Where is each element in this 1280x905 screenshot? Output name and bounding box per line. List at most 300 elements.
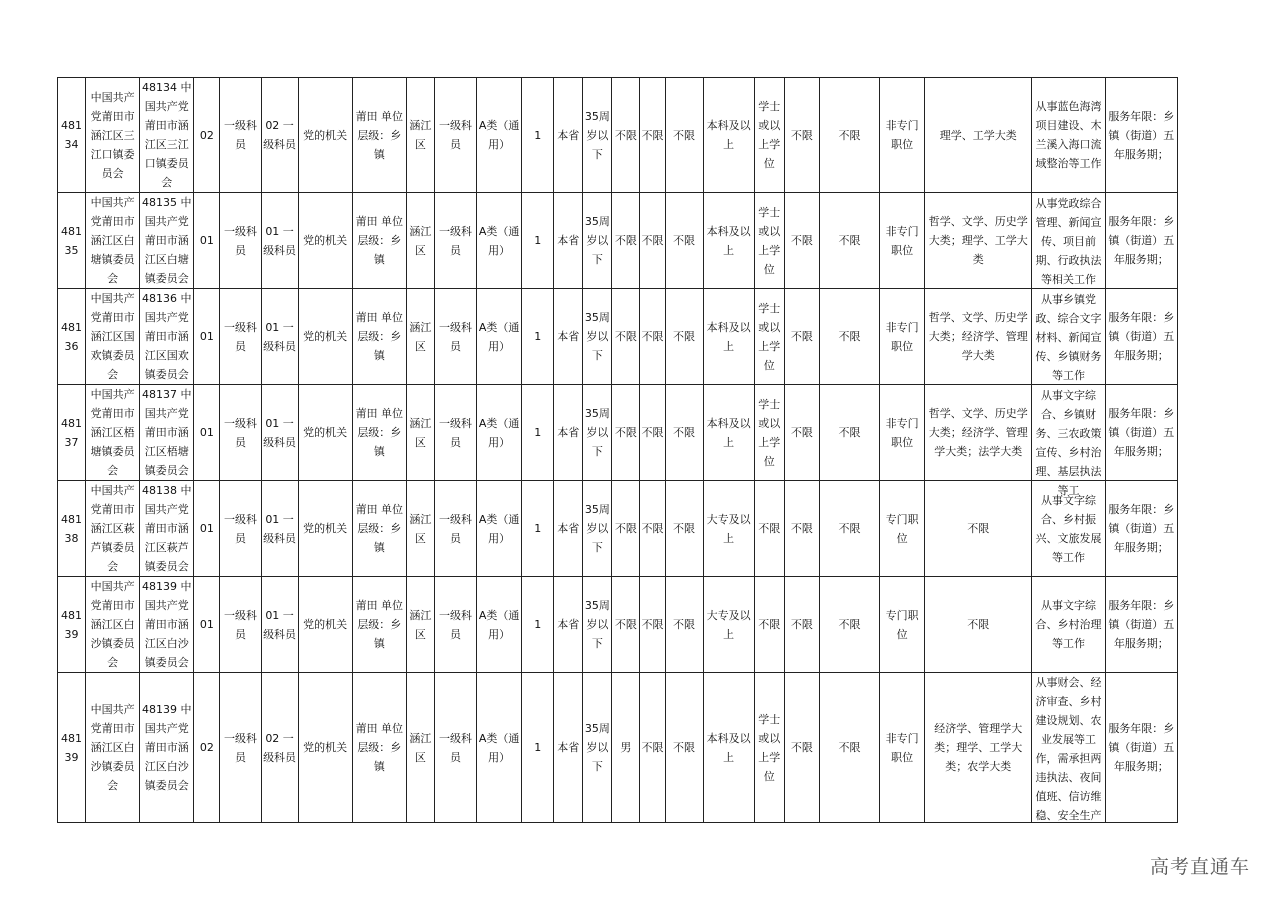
rank-cell bbox=[434, 577, 476, 673]
remarks-cell bbox=[1105, 289, 1177, 385]
graduate-requirement-text: 不限 bbox=[790, 741, 813, 754]
unit-level-text: 莆田 单位层级：乡镇 bbox=[355, 311, 404, 362]
remarks-text: 服务年限：乡镇（街道）五年服务期； bbox=[1108, 311, 1175, 362]
degree-requirement-cell bbox=[754, 673, 784, 823]
remarks-cell bbox=[1105, 673, 1177, 823]
position-code-text: 48135 bbox=[61, 224, 83, 257]
district-text: 涵江区 bbox=[409, 608, 432, 641]
position-number-text: 01 bbox=[199, 330, 214, 343]
position-number-cell bbox=[194, 78, 220, 193]
duties-cell bbox=[1032, 481, 1105, 577]
education-requirement-text: 本科及以上 bbox=[706, 320, 751, 353]
position-type-cell bbox=[880, 481, 925, 577]
position-name-text: 一级科员 bbox=[223, 320, 257, 353]
position-number-cell bbox=[194, 385, 220, 481]
position-number-cell bbox=[194, 193, 220, 289]
district-cell bbox=[406, 193, 434, 289]
political-status-cell bbox=[665, 193, 703, 289]
education-requirement-text: 大专及以上 bbox=[706, 608, 751, 641]
ethnic-requirement-text: 不限 bbox=[641, 741, 664, 754]
remarks-text: 服务年限：乡镇（街道）五年服务期； bbox=[1108, 215, 1175, 266]
duties-cell bbox=[1032, 193, 1105, 289]
gender-requirement-cell bbox=[612, 673, 640, 823]
position-number-text: 01 bbox=[199, 618, 214, 631]
degree-requirement-cell bbox=[754, 193, 784, 289]
recruiting-unit-text: 中国共产党莆田市涵江区白沙镇委员会 bbox=[90, 703, 135, 792]
table-row bbox=[58, 385, 1178, 481]
remarks-cell bbox=[1105, 78, 1177, 193]
recruit-count-cell bbox=[522, 78, 554, 193]
graduate-requirement-text: 不限 bbox=[790, 234, 813, 247]
experience-requirement-text: 不限 bbox=[838, 128, 861, 142]
education-requirement-cell bbox=[703, 673, 754, 823]
position-name-cell bbox=[220, 481, 261, 577]
position-name-cell bbox=[220, 289, 261, 385]
exam-category-text: A类（通用） bbox=[478, 119, 520, 151]
position-name-text: 一级科员 bbox=[223, 731, 257, 764]
department-name-cell bbox=[140, 289, 194, 385]
unit-level-cell bbox=[352, 673, 406, 823]
position-name-text: 一级科员 bbox=[223, 608, 257, 641]
major-requirement-cell bbox=[925, 481, 1032, 577]
ethnic-requirement-text: 不限 bbox=[641, 426, 664, 439]
position-number-text: 01 bbox=[199, 522, 214, 535]
position-grade-cell bbox=[261, 193, 298, 289]
remarks-cell bbox=[1105, 193, 1177, 289]
position-code-cell bbox=[58, 193, 86, 289]
unit-level-text: 莆田 单位层级：乡镇 bbox=[355, 215, 404, 266]
rank-text: 一级科员 bbox=[439, 119, 472, 151]
duties-text: 从事财会、经济审查、乡村建设规划、农业发展等工作，需承担两违执法、夜间值班、信访维稳、安全生产 bbox=[1035, 676, 1102, 822]
recruiting-unit-cell bbox=[86, 193, 140, 289]
position-number-text: 02 bbox=[199, 128, 214, 142]
unit-nature-text: 党的机关 bbox=[303, 522, 348, 535]
recruit-count-text: 1 bbox=[534, 522, 542, 535]
education-requirement-text: 大专及以上 bbox=[706, 512, 751, 545]
position-grade-cell bbox=[261, 78, 298, 193]
district-cell bbox=[406, 78, 434, 193]
age-requirement-cell bbox=[583, 193, 612, 289]
unit-nature-cell bbox=[298, 673, 352, 823]
major-requirement-text: 不限 bbox=[967, 618, 990, 631]
remarks-text: 服务年限：乡镇（街道）五年服务期； bbox=[1108, 503, 1175, 554]
graduate-requirement-text: 不限 bbox=[790, 330, 813, 343]
position-name-cell bbox=[220, 193, 261, 289]
recruit-count-cell bbox=[522, 385, 554, 481]
political-status-cell bbox=[665, 673, 703, 823]
gender-requirement-cell bbox=[612, 481, 640, 577]
experience-requirement-text: 不限 bbox=[838, 741, 861, 754]
gender-requirement-cell bbox=[612, 385, 640, 481]
education-requirement-text: 本科及以上 bbox=[706, 119, 751, 151]
graduate-requirement-cell bbox=[784, 673, 819, 823]
position-name-text: 一级科员 bbox=[223, 119, 257, 151]
ethnic-requirement-cell bbox=[640, 577, 665, 673]
department-name-text: 48137 中国共产党莆田市涵江区梧塘镇委员会 bbox=[142, 388, 192, 477]
exam-category-text: A类（通用） bbox=[478, 608, 520, 641]
position-name-cell bbox=[220, 78, 261, 193]
position-grade-text: 01 一级科员 bbox=[263, 512, 297, 545]
position-type-cell bbox=[880, 385, 925, 481]
duties-cell bbox=[1032, 673, 1105, 823]
position-code-text: 48137 bbox=[61, 416, 83, 449]
table-row bbox=[58, 673, 1178, 823]
education-requirement-text: 本科及以上 bbox=[706, 731, 751, 764]
ethnic-requirement-text: 不限 bbox=[641, 330, 664, 343]
position-type-text: 非专门职位 bbox=[885, 119, 919, 151]
unit-level-cell bbox=[352, 577, 406, 673]
political-status-text: 不限 bbox=[673, 426, 696, 439]
political-status-cell bbox=[665, 289, 703, 385]
recruit-count-text: 1 bbox=[534, 330, 542, 343]
department-name-cell bbox=[140, 577, 194, 673]
degree-requirement-cell bbox=[754, 78, 784, 193]
exam-category-cell bbox=[477, 385, 522, 481]
political-status-text: 不限 bbox=[673, 128, 696, 142]
education-requirement-cell bbox=[703, 577, 754, 673]
education-requirement-text: 本科及以上 bbox=[706, 416, 751, 449]
household-requirement-cell bbox=[554, 481, 583, 577]
rank-cell bbox=[434, 385, 476, 481]
department-name-cell bbox=[140, 78, 194, 193]
district-text: 涵江区 bbox=[409, 512, 432, 545]
position-type-text: 非专门职位 bbox=[885, 731, 919, 764]
position-grade-cell bbox=[261, 385, 298, 481]
education-requirement-cell bbox=[703, 481, 754, 577]
experience-requirement-cell bbox=[819, 289, 879, 385]
graduate-requirement-cell bbox=[784, 385, 819, 481]
table-row bbox=[58, 577, 1178, 673]
age-requirement-cell bbox=[583, 577, 612, 673]
recruit-count-text: 1 bbox=[534, 426, 542, 439]
position-code-cell bbox=[58, 78, 86, 193]
graduate-requirement-text: 不限 bbox=[790, 128, 813, 142]
degree-requirement-text: 学士或以上学位 bbox=[758, 397, 781, 468]
position-name-cell bbox=[220, 673, 261, 823]
unit-level-cell bbox=[352, 289, 406, 385]
position-code-cell bbox=[58, 289, 86, 385]
recruit-count-cell bbox=[522, 193, 554, 289]
position-number-cell bbox=[194, 481, 220, 577]
position-number-text: 02 bbox=[199, 741, 214, 754]
graduate-requirement-text: 不限 bbox=[790, 618, 813, 631]
gender-requirement-text: 不限 bbox=[614, 330, 637, 343]
ethnic-requirement-text: 不限 bbox=[641, 128, 664, 142]
table-row bbox=[58, 78, 1178, 193]
duties-text: 从事蓝色海湾项目建设、木兰溪入海口流域整治等工作 bbox=[1035, 100, 1102, 170]
recruit-count-cell bbox=[522, 577, 554, 673]
degree-requirement-text: 不限 bbox=[758, 618, 781, 631]
major-requirement-cell bbox=[925, 577, 1032, 673]
major-requirement-text: 哲学、文学、历史学大类；经济学、管理学大类 bbox=[928, 311, 1028, 362]
household-requirement-text: 本省 bbox=[557, 128, 580, 142]
age-requirement-text: 35周岁以下 bbox=[584, 215, 610, 266]
unit-level-text: 莆田 单位层级：乡镇 bbox=[355, 722, 404, 773]
experience-requirement-text: 不限 bbox=[838, 234, 861, 247]
political-status-cell bbox=[665, 78, 703, 193]
position-type-text: 非专门职位 bbox=[885, 416, 919, 449]
major-requirement-cell bbox=[925, 673, 1032, 823]
household-requirement-cell bbox=[554, 577, 583, 673]
recruiting-unit-text: 中国共产党莆田市涵江区梧塘镇委员会 bbox=[90, 388, 135, 477]
position-type-cell bbox=[880, 673, 925, 823]
experience-requirement-cell bbox=[819, 673, 879, 823]
position-number-cell bbox=[194, 289, 220, 385]
table-row bbox=[58, 193, 1178, 289]
department-name-cell bbox=[140, 193, 194, 289]
unit-nature-cell bbox=[298, 289, 352, 385]
education-requirement-text: 本科及以上 bbox=[706, 224, 751, 257]
experience-requirement-cell bbox=[819, 78, 879, 193]
position-grade-cell bbox=[261, 481, 298, 577]
unit-level-text: 莆田 单位层级：乡镇 bbox=[355, 109, 404, 161]
district-text: 涵江区 bbox=[409, 224, 432, 257]
district-text: 涵江区 bbox=[409, 416, 432, 449]
department-name-text: 48138 中国共产党莆田市涵江区萩芦镇委员会 bbox=[142, 484, 192, 573]
graduate-requirement-text: 不限 bbox=[790, 426, 813, 439]
ethnic-requirement-cell bbox=[640, 481, 665, 577]
household-requirement-text: 本省 bbox=[557, 618, 580, 631]
remarks-text: 服务年限：乡镇（街道）五年服务期； bbox=[1108, 599, 1175, 650]
position-name-text: 一级科员 bbox=[223, 512, 257, 545]
rank-text: 一级科员 bbox=[439, 416, 472, 449]
household-requirement-text: 本省 bbox=[557, 741, 580, 754]
recruit-count-text: 1 bbox=[534, 741, 542, 754]
experience-requirement-text: 不限 bbox=[838, 330, 861, 343]
major-requirement-text: 哲学、文学、历史学大类；经济学、管理学大类；法学大类 bbox=[928, 407, 1028, 458]
unit-nature-text: 党的机关 bbox=[303, 330, 348, 343]
unit-level-cell bbox=[352, 481, 406, 577]
rank-text: 一级科员 bbox=[439, 320, 472, 353]
recruiting-unit-cell bbox=[86, 289, 140, 385]
degree-requirement-text: 学士或以上学位 bbox=[758, 301, 781, 372]
job-positions-table bbox=[57, 77, 1178, 823]
recruiting-unit-text: 中国共产党莆田市涵江区国欢镇委员会 bbox=[90, 292, 135, 381]
rank-cell bbox=[434, 193, 476, 289]
major-requirement-text: 经济学、管理学大类；理学、工学大类；农学大类 bbox=[934, 722, 1023, 773]
graduate-requirement-text: 不限 bbox=[790, 522, 813, 535]
position-name-text: 一级科员 bbox=[223, 224, 257, 257]
recruiting-unit-text: 中国共产党莆田市涵江区白塘镇委员会 bbox=[90, 196, 135, 285]
gender-requirement-text: 不限 bbox=[614, 618, 637, 631]
ethnic-requirement-cell bbox=[640, 385, 665, 481]
unit-nature-cell bbox=[298, 193, 352, 289]
education-requirement-cell bbox=[703, 78, 754, 193]
unit-nature-text: 党的机关 bbox=[303, 234, 348, 247]
major-requirement-text: 理学、工学大类 bbox=[939, 128, 1017, 142]
department-name-text: 48139 中国共产党莆田市涵江区白沙镇委员会 bbox=[142, 703, 192, 792]
degree-requirement-text: 学士或以上学位 bbox=[758, 100, 781, 170]
unit-level-text: 莆田 单位层级：乡镇 bbox=[355, 407, 404, 458]
age-requirement-text: 35周岁以下 bbox=[584, 407, 610, 458]
duties-cell bbox=[1032, 385, 1105, 497]
position-number-text: 01 bbox=[199, 234, 214, 247]
position-number-text: 01 bbox=[199, 426, 214, 439]
unit-nature-text: 党的机关 bbox=[303, 618, 348, 631]
household-requirement-text: 本省 bbox=[557, 522, 580, 535]
graduate-requirement-cell bbox=[784, 193, 819, 289]
table-row bbox=[58, 481, 1178, 577]
education-requirement-cell bbox=[703, 289, 754, 385]
recruiting-unit-cell bbox=[86, 385, 140, 481]
department-name-cell bbox=[140, 385, 194, 481]
remarks-cell bbox=[1105, 577, 1177, 673]
position-code-cell bbox=[58, 673, 86, 823]
position-grade-text: 01 一级科员 bbox=[263, 416, 297, 449]
unit-nature-cell bbox=[298, 78, 352, 193]
major-requirement-cell bbox=[925, 78, 1032, 193]
duties-text: 从事乡镇党政、综合文字材料、新闻宣传、乡镇财务等工作 bbox=[1035, 292, 1102, 382]
position-grade-text: 01 一级科员 bbox=[263, 224, 297, 257]
department-name-cell bbox=[140, 673, 194, 823]
age-requirement-text: 35周岁以下 bbox=[584, 722, 610, 773]
position-code-cell bbox=[58, 385, 86, 481]
remarks-text: 服务年限：乡镇（街道）五年服务期； bbox=[1108, 109, 1175, 161]
district-text: 涵江区 bbox=[409, 320, 432, 353]
remarks-text: 服务年限：乡镇（街道）五年服务期； bbox=[1108, 407, 1175, 458]
position-number-cell bbox=[194, 673, 220, 823]
position-grade-cell bbox=[261, 673, 298, 823]
rank-text: 一级科员 bbox=[439, 224, 472, 257]
position-code-text: 48134 bbox=[61, 119, 83, 151]
gender-requirement-text: 不限 bbox=[614, 234, 637, 247]
position-type-cell bbox=[880, 78, 925, 193]
position-type-text: 非专门职位 bbox=[885, 224, 919, 257]
position-type-text: 专门职位 bbox=[885, 512, 919, 545]
position-type-cell bbox=[880, 193, 925, 289]
duties-cell bbox=[1032, 289, 1105, 385]
household-requirement-cell bbox=[554, 289, 583, 385]
exam-category-text: A类（通用） bbox=[478, 224, 520, 257]
experience-requirement-text: 不限 bbox=[838, 522, 861, 535]
department-name-text: 48136 中国共产党莆田市涵江区国欢镇委员会 bbox=[142, 292, 192, 381]
political-status-text: 不限 bbox=[673, 618, 696, 631]
age-requirement-text: 35周岁以下 bbox=[584, 311, 610, 362]
position-grade-text: 02 一级科员 bbox=[263, 731, 297, 764]
degree-requirement-cell bbox=[754, 289, 784, 385]
department-name-text: 48135 中国共产党莆田市涵江区白塘镇委员会 bbox=[142, 196, 192, 285]
recruit-count-cell bbox=[522, 481, 554, 577]
major-requirement-text: 哲学、文学、历史学大类；理学、工学大类 bbox=[928, 215, 1028, 266]
unit-level-cell bbox=[352, 385, 406, 481]
unit-level-text: 莆田 单位层级：乡镇 bbox=[355, 599, 404, 650]
graduate-requirement-cell bbox=[784, 78, 819, 193]
position-type-cell bbox=[880, 289, 925, 385]
ethnic-requirement-cell bbox=[640, 193, 665, 289]
recruiting-unit-cell bbox=[86, 673, 140, 823]
position-code-text: 48139 bbox=[61, 608, 83, 641]
position-type-text: 非专门职位 bbox=[885, 320, 919, 353]
recruiting-unit-text: 中国共产党莆田市涵江区萩芦镇委员会 bbox=[90, 484, 135, 573]
recruit-count-cell bbox=[522, 673, 554, 823]
gender-requirement-text: 不限 bbox=[614, 128, 637, 142]
household-requirement-text: 本省 bbox=[557, 234, 580, 247]
political-status-cell bbox=[665, 577, 703, 673]
department-name-cell bbox=[140, 481, 194, 577]
duties-text: 从事文字综合、乡镇财务、三农政策宣传、乡村治理、基层执法等工 bbox=[1035, 388, 1102, 497]
position-grade-cell bbox=[261, 289, 298, 385]
exam-category-cell bbox=[477, 481, 522, 577]
political-status-cell bbox=[665, 385, 703, 481]
duties-cell bbox=[1032, 577, 1105, 673]
rank-text: 一级科员 bbox=[439, 608, 472, 641]
district-cell bbox=[406, 289, 434, 385]
unit-level-cell bbox=[352, 78, 406, 193]
recruit-count-cell bbox=[522, 289, 554, 385]
age-requirement-cell bbox=[583, 289, 612, 385]
district-cell bbox=[406, 673, 434, 823]
duties-text: 从事党政综合管理、新闻宣传、项目前期、行政执法等相关工作 bbox=[1035, 196, 1102, 286]
household-requirement-cell bbox=[554, 78, 583, 193]
watermark: 高考直通车 bbox=[1149, 856, 1250, 878]
age-requirement-text: 35周岁以下 bbox=[584, 503, 610, 554]
duties-text: 从事文字综合、乡村振兴、文旅发展等工作 bbox=[1035, 493, 1102, 564]
position-code-cell bbox=[58, 481, 86, 577]
political-status-text: 不限 bbox=[673, 741, 696, 754]
recruiting-unit-cell bbox=[86, 481, 140, 577]
position-code-text: 48136 bbox=[61, 320, 83, 353]
gender-requirement-cell bbox=[612, 577, 640, 673]
rank-cell bbox=[434, 481, 476, 577]
recruit-count-text: 1 bbox=[534, 234, 542, 247]
ethnic-requirement-text: 不限 bbox=[641, 234, 664, 247]
gender-requirement-text: 男 bbox=[620, 741, 632, 754]
recruiting-unit-text: 中国共产党莆田市涵江区三江口镇委员会 bbox=[90, 90, 135, 180]
rank-cell bbox=[434, 289, 476, 385]
experience-requirement-text: 不限 bbox=[838, 426, 861, 439]
gender-requirement-cell bbox=[612, 289, 640, 385]
rank-text: 一级科员 bbox=[439, 512, 472, 545]
recruiting-unit-text: 中国共产党莆田市涵江区白沙镇委员会 bbox=[90, 580, 135, 669]
age-requirement-cell bbox=[583, 673, 612, 823]
district-text: 涵江区 bbox=[409, 119, 432, 151]
degree-requirement-text: 学士或以上学位 bbox=[758, 712, 781, 783]
experience-requirement-cell bbox=[819, 577, 879, 673]
major-requirement-cell bbox=[925, 289, 1032, 385]
major-requirement-cell bbox=[925, 193, 1032, 289]
degree-requirement-cell bbox=[754, 385, 784, 481]
degree-requirement-cell bbox=[754, 577, 784, 673]
household-requirement-cell bbox=[554, 673, 583, 823]
education-requirement-cell bbox=[703, 385, 754, 481]
department-name-text: 48134 中国共产党莆田市涵江区三江口镇委员会 bbox=[142, 81, 192, 189]
remarks-cell bbox=[1105, 385, 1177, 481]
unit-nature-cell bbox=[298, 481, 352, 577]
exam-category-text: A类（通用） bbox=[478, 512, 520, 545]
political-status-text: 不限 bbox=[673, 330, 696, 343]
age-requirement-cell bbox=[583, 481, 612, 577]
position-code-text: 48139 bbox=[61, 731, 83, 764]
position-name-cell bbox=[220, 577, 261, 673]
remarks-cell bbox=[1105, 481, 1177, 577]
district-cell bbox=[406, 385, 434, 481]
position-grade-text: 01 一级科员 bbox=[263, 320, 297, 353]
unit-nature-text: 党的机关 bbox=[303, 426, 348, 439]
unit-nature-text: 党的机关 bbox=[303, 128, 348, 142]
ethnic-requirement-cell bbox=[640, 289, 665, 385]
major-requirement-text: 不限 bbox=[967, 522, 990, 535]
graduate-requirement-cell bbox=[784, 481, 819, 577]
position-grade-cell bbox=[261, 577, 298, 673]
household-requirement-text: 本省 bbox=[557, 330, 580, 343]
ethnic-requirement-cell bbox=[640, 673, 665, 823]
household-requirement-cell bbox=[554, 385, 583, 481]
exam-category-cell bbox=[477, 193, 522, 289]
ethnic-requirement-text: 不限 bbox=[641, 522, 664, 535]
position-code-cell bbox=[58, 577, 86, 673]
exam-category-cell bbox=[477, 673, 522, 823]
district-cell bbox=[406, 577, 434, 673]
